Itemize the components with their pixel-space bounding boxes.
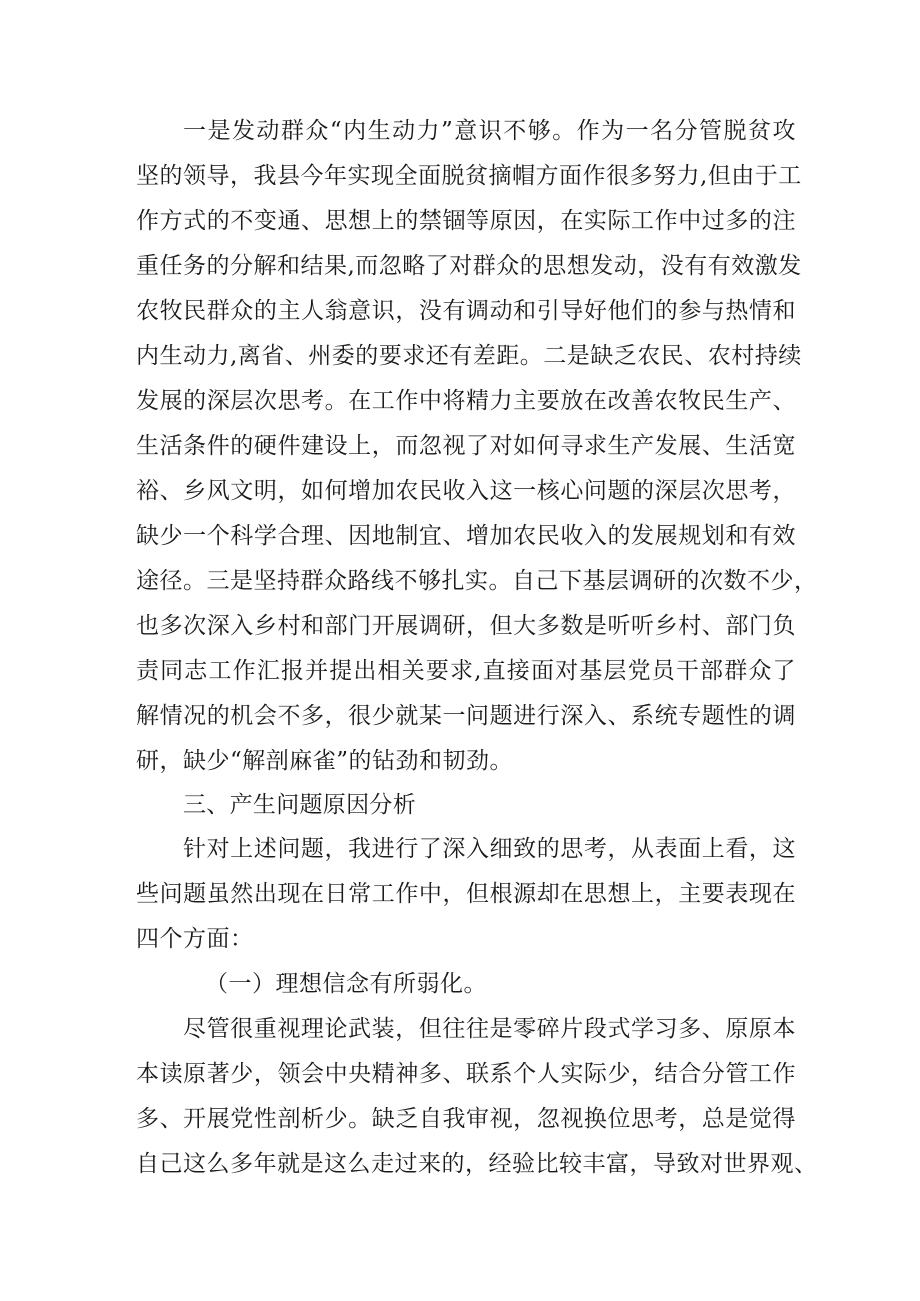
paragraph-line: 些问题虽然出现在日常工作中，但根源却在思想上，主要表现在 [136,881,796,907]
paragraph-line: 也多次深入乡村和部门开展调研，但大多数是听听乡村、部门负 [136,613,796,639]
paragraph-line: 裕、乡风文明，如何增加农民收入这一核心问题的深层次思考， [136,478,796,504]
paragraph-line: 途径。三是坚持群众路线不够扎实。自己下基层调研的次数不少， [136,568,818,594]
paragraph-line: 多、开展党性剖析少。缺乏自我审视，忽视换位思考，总是觉得 [136,1106,796,1132]
paragraph-line: 农牧民群众的主人翁意识，没有调动和引导好他们的参与热情和 [136,298,796,324]
paragraph-line: 生活条件的硬件建设上，而忽视了对如何寻求生产发展、生活宽 [136,433,796,459]
paragraph-line: 责同志工作汇报并提出相关要求,直接面对基层党员干部群众了 [136,658,796,684]
paragraph-line: 发展的深层次思考。在工作中将精力主要放在改善农牧民生产、 [136,388,796,414]
paragraph-line: 内生动力,离省、州委的要求还有差距。二是缺乏农民、农村持续 [136,343,802,369]
paragraph-line: 针对上述问题，我进行了深入细致的思考，从表面上看，这 [183,836,796,862]
section-heading: 三、产生问题原因分析 [183,792,416,818]
paragraph-line: 解情况的机会不多，很少就某一问题进行深入、系统专题性的调 [136,703,796,729]
paragraph-line: 缺少一个科学合理、因地制宜、增加农民收入的发展规划和有效 [136,523,796,549]
paragraph-line: 一是发动群众“内生动力”意识不够。作为一名分管脱贫攻 [183,118,796,144]
paragraph-line: 作方式的不变通、思想上的禁锢等原因，在实际工作中过多的注 [136,208,796,234]
paragraph-line: 自己这么多年就是这么走过来的，经验比较丰富，导致对世界观、 [136,1151,818,1177]
subsection-heading: （一）理想信念有所弱化。 [205,971,487,997]
paragraph-line: 尽管很重视理论武装，但往往是零碎片段式学习多、原原本 [183,1016,796,1042]
paragraph-line: 重任务的分解和结果,而忽略了对群众的思想发动，没有有效激发 [136,253,802,279]
paragraph-line: 四个方面： [136,926,254,952]
paragraph-line: 坚的领导，我县今年实现全面脱贫摘帽方面作很多努力,但由于工 [136,163,802,189]
paragraph-line: 本读原著少，领会中央精神多、联系个人实际少，结合分管工作 [136,1061,796,1087]
paragraph-line: 研，缺少“解剖麻雀”的钻劲和韧劲。 [136,748,514,774]
